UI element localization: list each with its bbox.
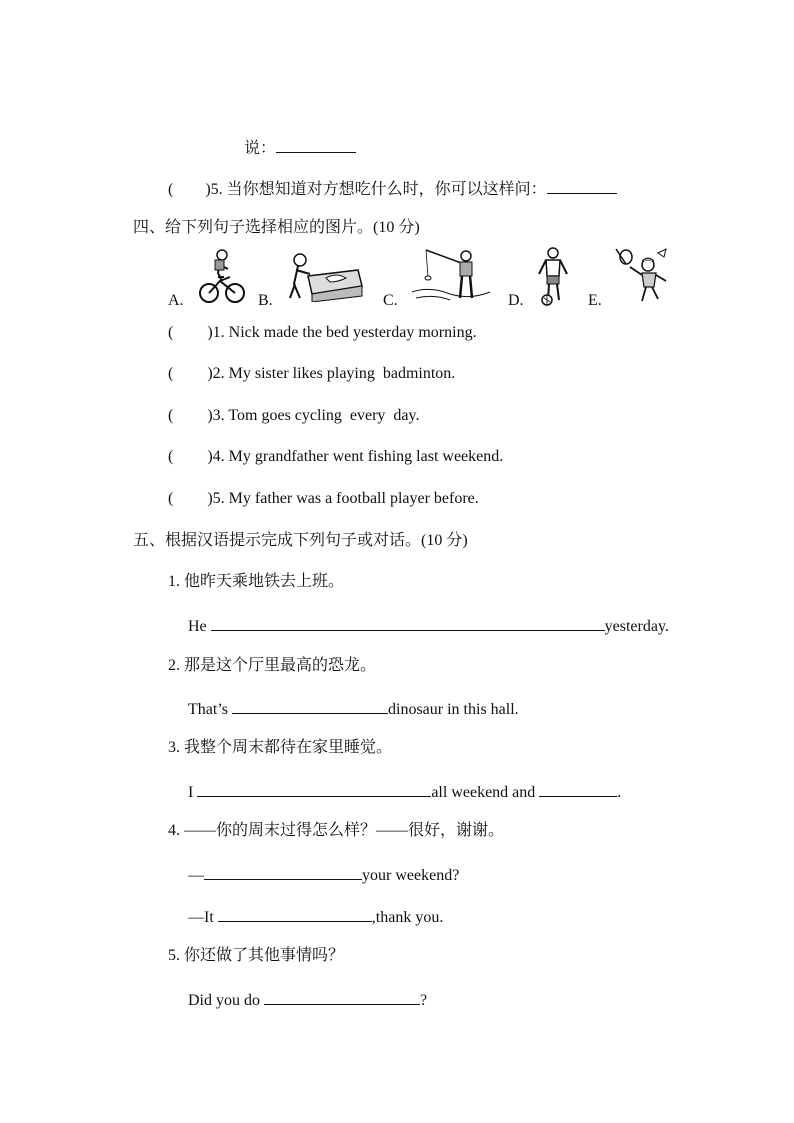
sentence-end: ,thank you.	[371, 909, 444, 926]
sentence-end: ?	[420, 992, 428, 1009]
sentence-start: That’s	[188, 701, 228, 718]
question-number: )5.	[205, 181, 223, 198]
sentence-end: yesterday.	[604, 618, 669, 635]
question-answer-blank[interactable]	[547, 177, 617, 194]
question-number: )4.	[207, 448, 225, 465]
question-text: Nick made the bed yesterday morning.	[228, 324, 477, 341]
question-number: )2.	[207, 365, 225, 382]
section-4-title: 四、给下列句子选择相应的图片。(10 分)	[133, 219, 420, 236]
question-number: )3.	[207, 407, 225, 424]
question-number: 1.	[168, 573, 180, 590]
question-text: My grandfather went fishing last weekend.	[228, 448, 504, 465]
question-text: My father was a football player before.	[228, 490, 479, 507]
sentence-start: Did you do	[188, 992, 260, 1009]
s5-q5-answer	[188, 988, 427, 1011]
option-b-label: B.	[258, 292, 273, 309]
say-answer-blank[interactable]	[276, 136, 356, 153]
chinese-prompt: 我整个周末都待在家里睡觉。	[184, 739, 393, 756]
s5-q2-prompt	[168, 656, 376, 676]
answer-blank[interactable]	[211, 614, 605, 631]
sentence-start: —It	[188, 909, 214, 926]
answer-paren-open: (	[168, 448, 174, 465]
s5-q2-answer	[188, 697, 519, 720]
top-question-5	[168, 177, 617, 200]
sentence-end: your weekend?	[362, 867, 460, 884]
sentence-start: He	[188, 618, 207, 635]
sentence-start: I	[188, 784, 194, 801]
answer-blank-1[interactable]	[197, 780, 431, 797]
say-label: 说：	[244, 140, 277, 157]
man-fishing-icon	[410, 246, 492, 304]
question-text: Tom goes cycling every day.	[228, 407, 420, 424]
question-number: )5.	[207, 490, 225, 507]
question-number: 4.	[168, 822, 180, 839]
section-5-title: 五、根据汉语提示完成下列句子或对话。(10 分)	[133, 532, 468, 549]
s5-q4-prompt	[168, 821, 504, 841]
option-e-label: E.	[588, 292, 602, 309]
s5-q1-prompt	[168, 572, 344, 592]
option-c-label: C.	[383, 292, 398, 309]
s4-question-5	[168, 489, 479, 509]
question-number: )1.	[207, 324, 225, 341]
answer-blank[interactable]	[264, 988, 420, 1005]
sentence-middle: all weekend and	[431, 784, 536, 801]
answer-paren-open: (	[168, 407, 174, 424]
s5-q3-prompt	[168, 738, 392, 758]
s5-q4-answer-1	[188, 863, 459, 886]
answer-paren-open: (	[168, 181, 174, 198]
s4-question-2	[168, 364, 455, 384]
s5-q3-answer	[188, 780, 621, 803]
answer-blank[interactable]	[204, 863, 362, 880]
sentence-end: dinosaur in this hall.	[388, 701, 519, 718]
s5-q4-answer-2	[188, 905, 443, 928]
question-number: 3.	[168, 739, 180, 756]
chinese-prompt: 他昨天乘地铁去上班。	[184, 573, 345, 590]
girl-playing-badminton-icon	[612, 247, 680, 303]
s4-question-3	[168, 406, 420, 426]
option-d-label: D.	[508, 292, 524, 309]
answer-paren-open: (	[168, 490, 174, 507]
question-number: 5.	[168, 947, 180, 964]
man-with-football-icon	[535, 246, 571, 306]
question-text: My sister likes playing badminton.	[228, 365, 456, 382]
boy-riding-bicycle-icon	[198, 247, 246, 305]
s5-q1-answer	[188, 614, 669, 637]
s4-question-1	[168, 323, 477, 343]
question-number: 2.	[168, 657, 180, 674]
dash: —	[188, 867, 204, 884]
option-a-label: A.	[168, 292, 184, 309]
say-line	[244, 136, 356, 159]
chinese-prompt: ——你的周末过得怎么样？——很好，谢谢。	[184, 822, 505, 839]
s4-question-4	[168, 447, 503, 467]
answer-blank-2[interactable]	[539, 780, 617, 797]
answer-blank[interactable]	[218, 905, 372, 922]
s5-q5-prompt	[168, 946, 344, 966]
chinese-prompt: 你还做了其他事情吗？	[184, 947, 345, 964]
answer-paren-open: (	[168, 324, 174, 341]
answer-blank[interactable]	[232, 697, 388, 714]
chinese-prompt: 那是这个厅里最高的恐龙。	[184, 657, 377, 674]
answer-paren-open: (	[168, 365, 174, 382]
sentence-end: .	[617, 784, 622, 801]
boy-making-bed-icon	[286, 250, 366, 302]
question-text: 当你想知道对方想吃什么时，你可以这样问：	[226, 181, 547, 198]
